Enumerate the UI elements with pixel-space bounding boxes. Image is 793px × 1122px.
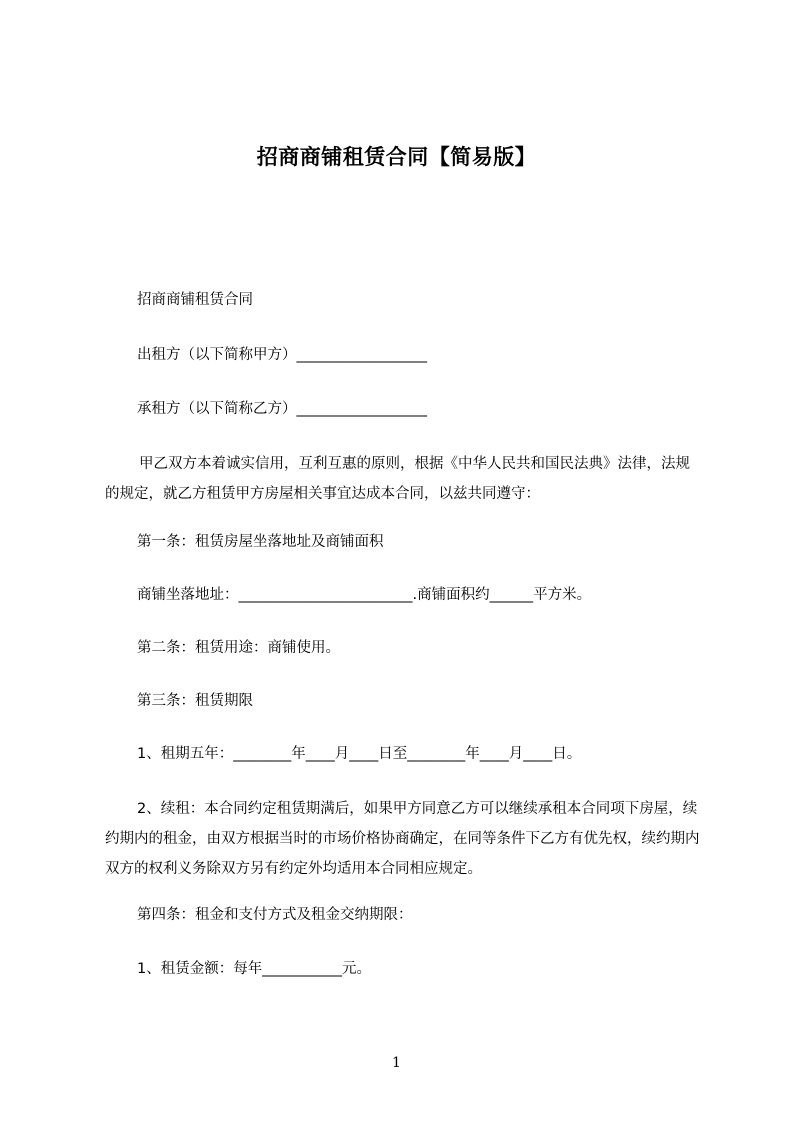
article1-address: 商铺坐落地址：________________________.商铺面积约______平方米。	[137, 587, 592, 603]
page-number: 1	[392, 1055, 401, 1071]
lessor-line: 出租方（以下简称甲方）__________________	[137, 347, 427, 363]
article3-renewal-paragraph: 2、续租：本合同约定租赁期满后，如果甲方同意乙方可以继续承租本合同项下房屋，续约期内的租金，由双方根据当时的市场价格协商确定，在同等条件下乙方有优先权，续约期内双方的权利义务除双方另有约定外均适用本合同相应规定。	[105, 801, 700, 877]
article3-term: 1、租期五年：________年____月____日至________年____月____日。	[137, 746, 582, 762]
article3-heading: 第三条：租赁期限	[137, 693, 253, 709]
article2-usage: 第二条：租赁用途：商铺使用。	[137, 640, 340, 656]
lessee-line: 承租方（以下简称乙方）__________________	[137, 401, 427, 417]
article4-amount: 1、租赁金额：每年___________元。	[137, 961, 371, 977]
preamble-paragraph: 甲乙双方本着诚实信用，互利互惠的原则，根据《中华人民共和国民法典》法律，法规的规定，就乙方租赁甲方房屋相关事宜达成本合同，以兹共同遵守：	[105, 456, 690, 502]
document-title: 招商商铺租赁合同【简易版】	[256, 145, 537, 169]
article1-heading: 第一条：租赁房屋坐落地址及商铺面积	[137, 534, 384, 550]
contract-subtitle: 招商商铺租赁合同	[137, 292, 253, 308]
article4-heading: 第四条：租金和支付方式及租金交纳期限：	[137, 907, 413, 923]
